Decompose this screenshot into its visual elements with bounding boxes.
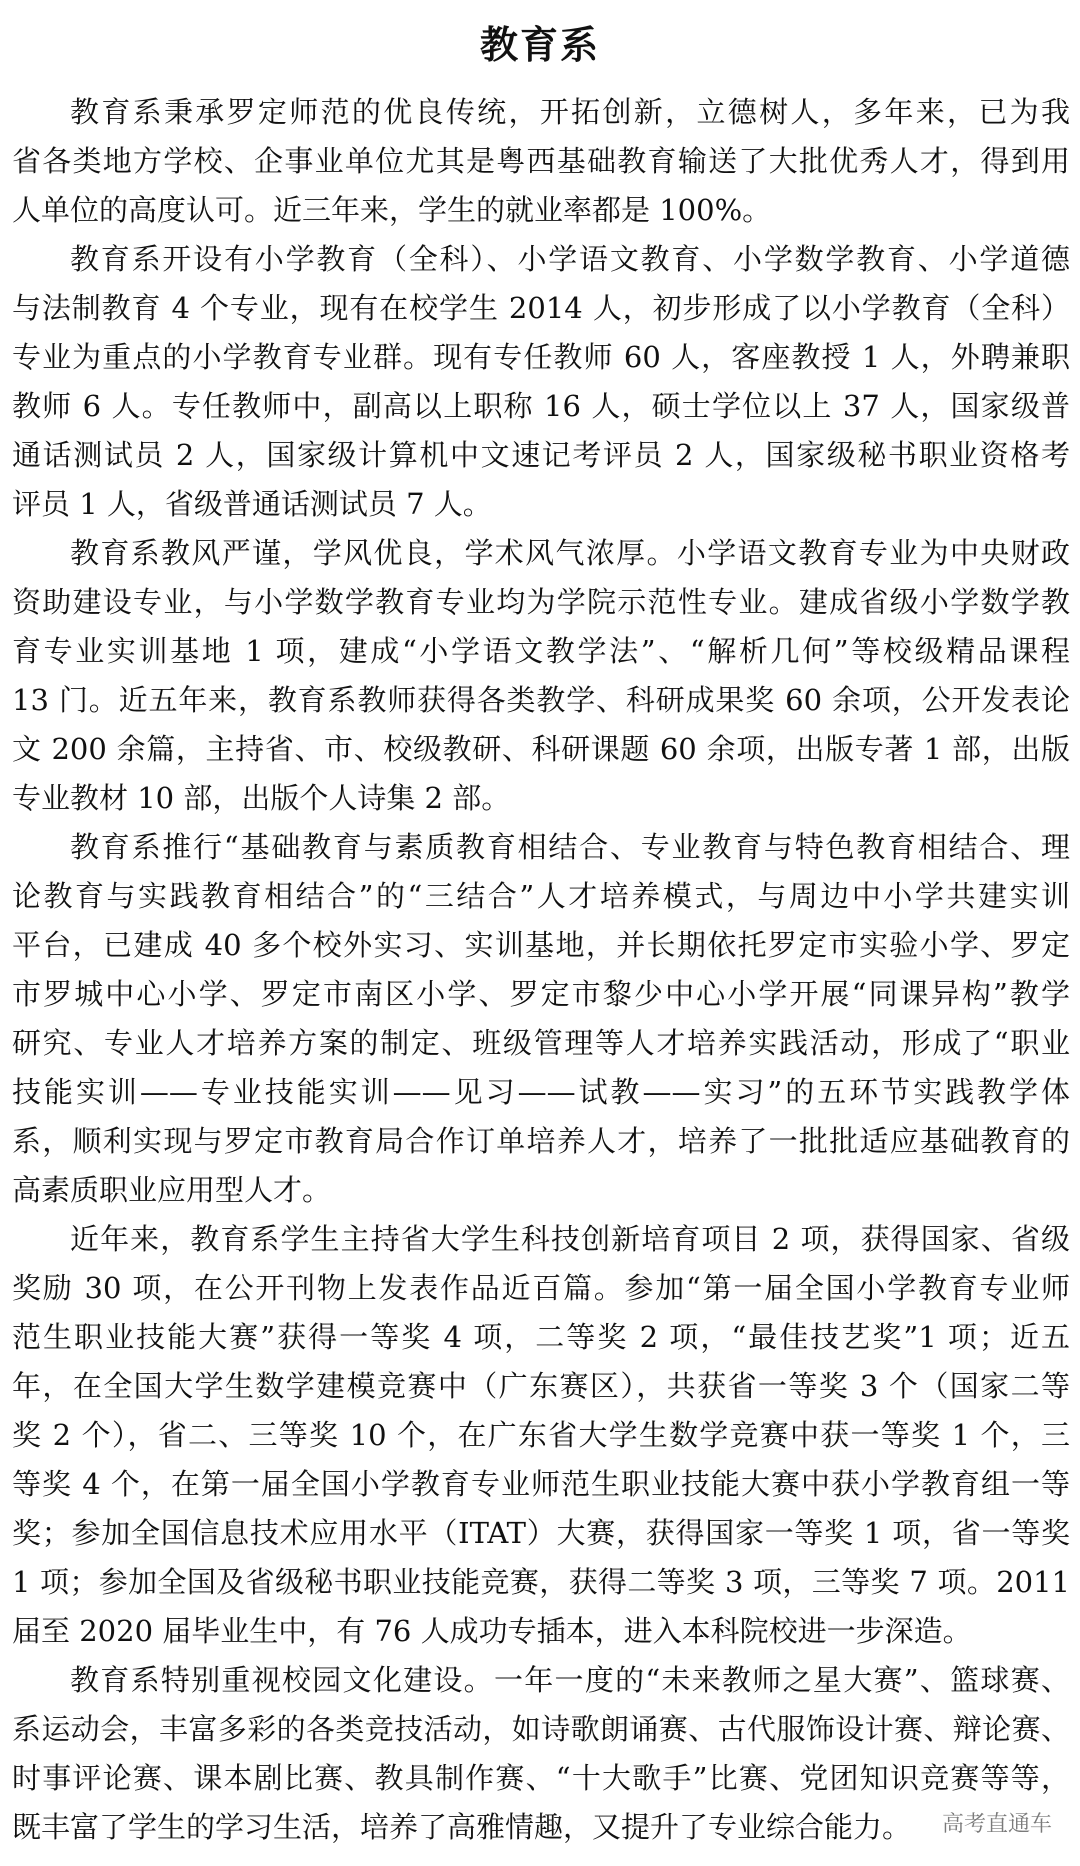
text-line: 评员 1 人，省级普通话测试员 7 人。 — [12, 487, 492, 521]
text-line: 奖励 30 项，在公开刊物上发表作品近百篇。参加“第一届全国小学教育专业师 — [12, 1271, 1070, 1305]
text-line: 平台，已建成 40 多个校外实习、实训基地，并长期依托罗定市实验小学、罗定 — [12, 928, 1070, 962]
paragraph — [12, 235, 1070, 529]
text-line: 专业教材 10 部，出版个人诗集 2 部。 — [12, 781, 511, 815]
text-line: 奖；参加全国信息技术应用水平（ITAT）大赛，获得国家一等奖 1 项，省一等奖 — [12, 1516, 1070, 1550]
text-line: 年，在全国大学生数学建模竞赛中（广东赛区），共获省一等奖 3 个（国家二等 — [12, 1369, 1070, 1403]
text-line: 资助建设专业，与小学数学教育专业均为学院示范性专业。建成省级小学数学教 — [12, 585, 1070, 619]
text-line: 与法制教育 4 个专业，现有在校学生 2014 人，初步形成了以小学教育（全科） — [12, 291, 1070, 325]
text-line: 高素质职业应用型人才。 — [12, 1173, 332, 1207]
text-line: 系运动会，丰富多彩的各类竞技活动，如诗歌朗诵赛、古代服饰设计赛、辩论赛、 — [12, 1712, 1070, 1746]
paragraph — [12, 1656, 1070, 1852]
text-line: 育专业实训基地 1 项，建成“小学语文教学法”、“解析几何”等校级精品课程 — [12, 634, 1070, 668]
text-line: 教育系教风严谨，学风优良，学术风气浓厚。小学语文教育专业为中央财政 — [70, 536, 1070, 570]
text-line: 教育系秉承罗定师范的优良传统，开拓创新，立德树人，多年来，已为我 — [70, 95, 1070, 129]
text-line: 既丰富了学生的学习生活，培养了高雅情趣，又提升了专业综合能力。 — [12, 1810, 912, 1844]
text-line: 等奖 4 个，在第一届全国小学教育专业师范生职业技能大赛中获小学教育组一等 — [12, 1467, 1070, 1501]
text-line: 1 项；参加全国及省级秘书职业技能竞赛，获得二等奖 3 项，三等奖 7 项。2011 — [12, 1565, 1070, 1599]
text-line: 论教育与实践教育相结合”的“三结合”人才培养模式，与周边中小学共建实训 — [12, 879, 1070, 913]
text-line: 届至 2020 届毕业生中，有 76 人成功专插本，进入本科院校进一步深造。 — [12, 1614, 972, 1648]
text-line: 通话测试员 2 人，国家级计算机中文速记考评员 2 人，国家级秘书职业资格考 — [12, 438, 1070, 472]
paragraph — [12, 88, 1070, 235]
text-line: 教育系开设有小学教育（全科）、小学语文教育、小学数学教育、小学道德 — [70, 242, 1070, 276]
text-line: 教师 6 人。专任教师中，副高以上职称 16 人，硕士学位以上 37 人，国家级普 — [12, 389, 1070, 423]
text-line: 市罗城中心小学、罗定市南区小学、罗定市黎少中心小学开展“同课异构”教学 — [12, 977, 1070, 1011]
text-line: 人单位的高度认可。近三年来，学生的就业率都是 100%。 — [12, 193, 772, 227]
text-line: 奖 2 个），省二、三等奖 10 个，在广东省大学生数学竞赛中获一等奖 1 个，三 — [12, 1418, 1070, 1452]
text-line: 技能实训——专业技能实训——见习——试教——实习”的五环节实践教学体 — [12, 1075, 1070, 1109]
text-line: 教育系特别重视校园文化建设。一年一度的“未来教师之星大赛”、篮球赛、 — [70, 1663, 1070, 1697]
text-line: 教育系推行“基础教育与素质教育相结合、专业教育与特色教育相结合、理 — [70, 830, 1070, 864]
article-body — [12, 88, 1070, 1852]
text-line: 系，顺利实现与罗定市教育局合作订单培养人才，培养了一批批适应基础教育的 — [12, 1124, 1070, 1158]
text-line: 省各类地方学校、企事业单位尤其是粤西基础教育输送了大批优秀人才，得到用 — [12, 144, 1070, 178]
paragraph — [12, 823, 1070, 1215]
text-line: 研究、专业人才培养方案的制定、班级管理等人才培养实践活动，形成了“职业 — [12, 1026, 1070, 1060]
paragraph — [12, 529, 1070, 823]
paragraph — [12, 1215, 1070, 1656]
text-line: 文 200 余篇，主持省、市、校级教研、科研课题 60 余项，出版专著 1 部，出版 — [12, 732, 1070, 766]
text-line: 时事评论赛、课本剧比赛、教具制作赛、“十大歌手”比赛、党团知识竞赛等等， — [12, 1761, 1070, 1795]
page-title: 教育系 — [479, 23, 600, 67]
text-line: 范生职业技能大赛”获得一等奖 4 项，二等奖 2 项，“最佳技艺奖”1 项；近五 — [12, 1320, 1070, 1354]
text-line: 13 门。近五年来，教育系教师获得各类教学、科研成果奖 60 余项，公开发表论 — [12, 683, 1070, 717]
watermark: 高考直通车 — [941, 1812, 1052, 1837]
text-line: 专业为重点的小学教育专业群。现有专任教师 60 人，客座教授 1 人，外聘兼职 — [12, 340, 1070, 374]
text-line: 近年来，教育系学生主持省大学生科技创新培育项目 2 项，获得国家、省级 — [70, 1222, 1070, 1256]
